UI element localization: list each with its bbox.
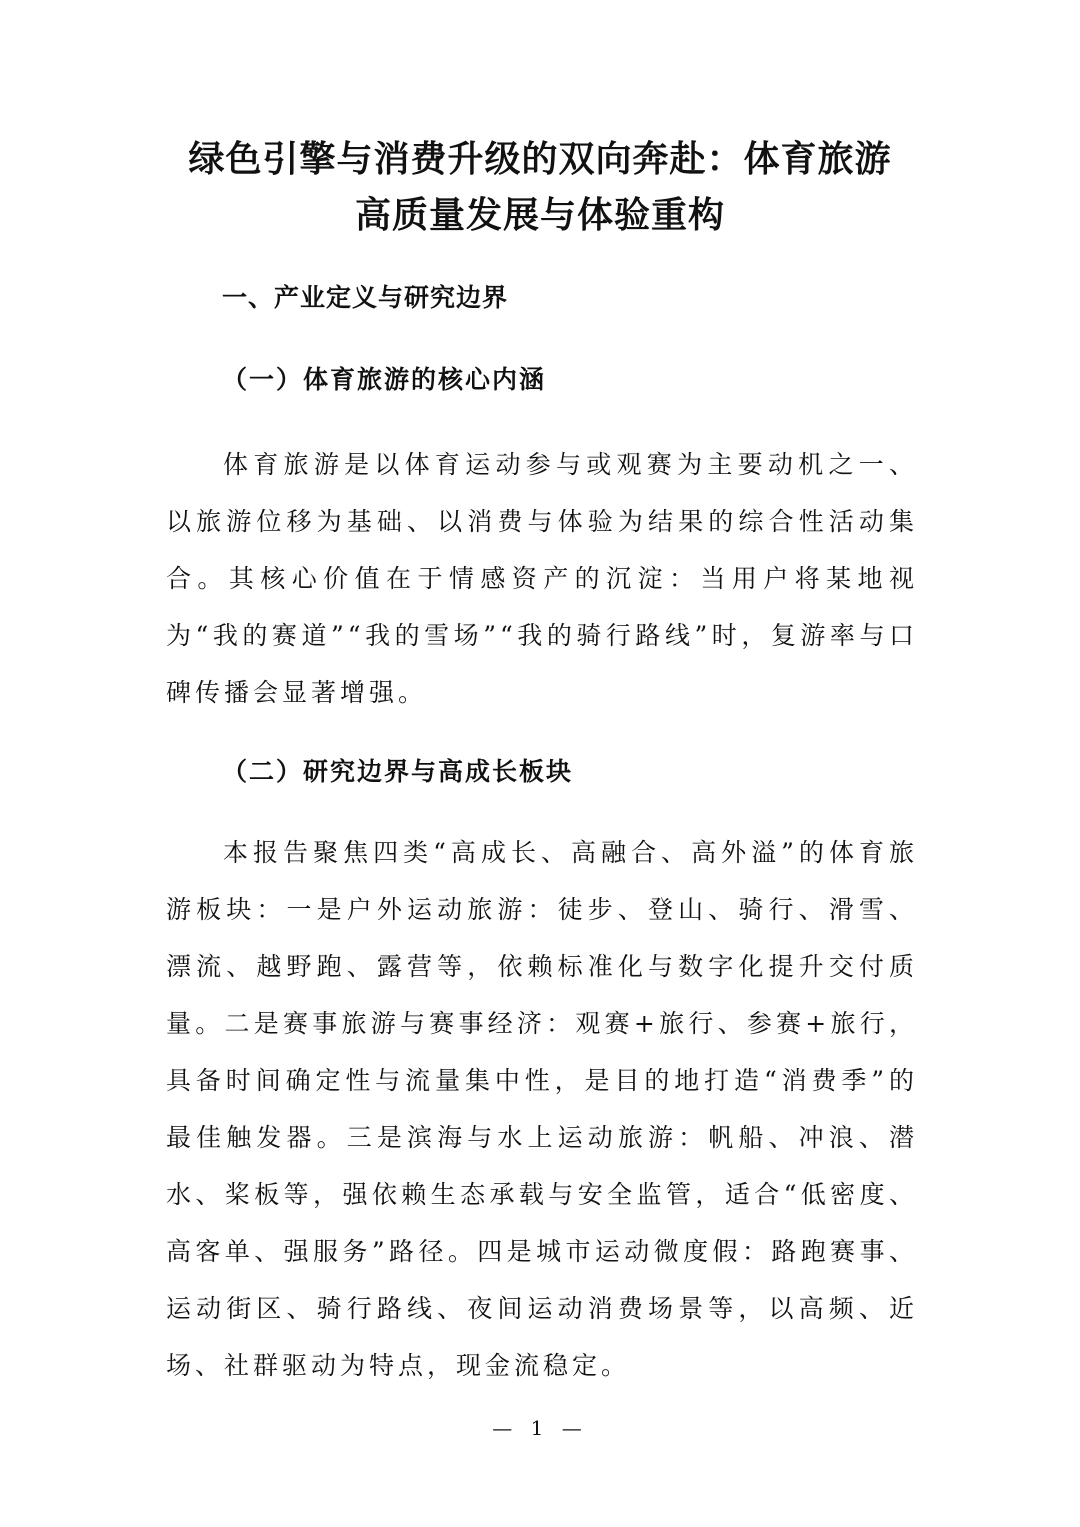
page-number: — 1 — xyxy=(492,1416,588,1440)
document-title-line-2: 高质量发展与体验重构 xyxy=(354,195,725,236)
document-title-line-1: 绿色引擎与消费升级的双向奔赴：体育旅游 xyxy=(188,139,892,180)
paragraph-research-boundary: 本报告聚焦四类“高成长、高融合、高外溢”的体育旅游板块：一是户外运动旅游：徒步、登山、骑行、滑雪、漂流、越野跑、露营等，依赖标准化与数字化提升交付质量。二是赛事旅游与赛事经济：观赛+旅行、参赛+旅行，具备时间确定性与流量集中性，是目的地打造“消费季”的最佳触发器。三是滨海与水上运动旅游：帆船、冲浪、潜水、桨板等，强依赖生态承载与安全监管，适合“低密度、高客单、强服务”路径。四是城市运动微度假：路跑赛事、运动街区、骑行路线、夜间运动消费场景等，以高频、近场、社群驱动为特点，现金流稳定。 xyxy=(166,838,918,1380)
subsection-heading-core-meaning: （一）体育旅游的核心内涵 xyxy=(222,365,547,394)
paragraph-core-meaning: 体育旅游是以体育运动参与或观赛为主要动机之一、以旅游位移为基础、以消费与体验为结果的综合性活动集合。其核心价值在于情感资产的沉淀：当用户将某地视为“我的赛道”“我的雪场”“我的骑行路线”时，复游率与口碑传播会显著增强。 xyxy=(166,450,918,707)
section-heading-industry-definition: 一、产业定义与研究边界 xyxy=(222,283,509,312)
subsection-heading-research-boundary: （二）研究边界与高成长板块 xyxy=(222,757,574,786)
